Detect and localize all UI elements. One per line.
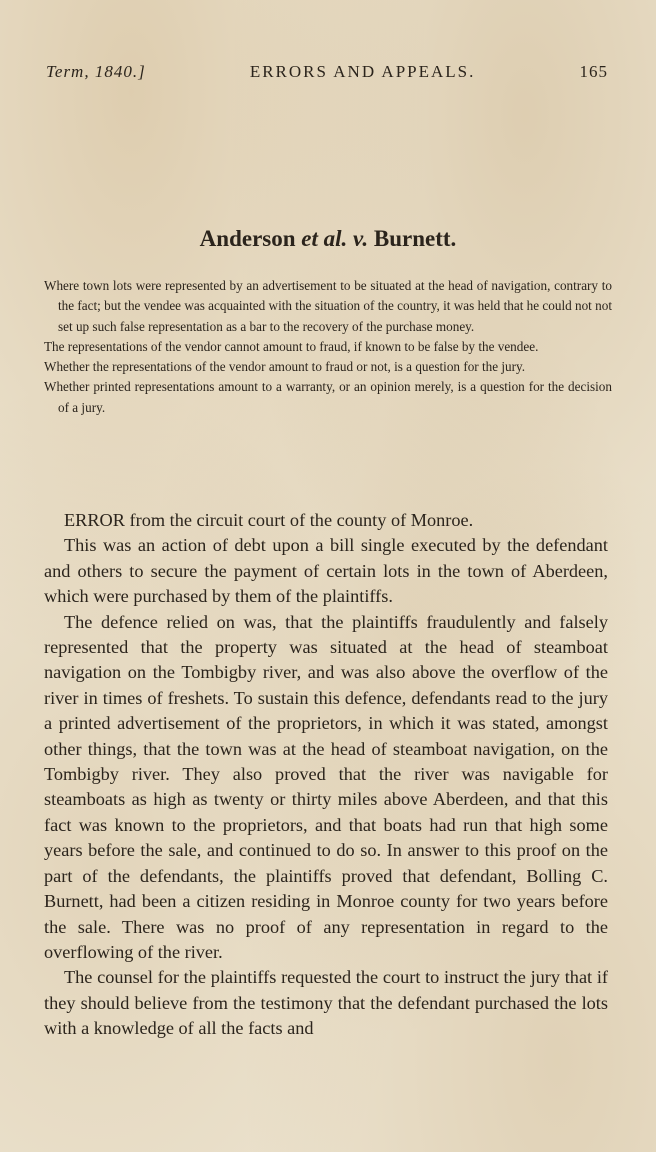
headnote: The representations of the vendor cannot amount to fraud, if known to be false by the vendee. — [44, 338, 539, 354]
opinion-body — [44, 508, 608, 1042]
body-paragraph: ERROR from the circuit court of the county of Monroe. — [64, 510, 474, 530]
headnote: Whether printed representations amount to a warranty, or an opinion merely, is a question for the decision of a jury. — [44, 379, 612, 415]
party-defendant: Burnett. — [373, 226, 457, 251]
headnote: Whether the representations of the vendor amount to fraud or not, is a question for the jury. — [44, 359, 526, 375]
body-paragraph: This was an action of debt upon a bill single executed by the defendant and others to secure the payment of certain lots in the town of Aberdeen, which were purchased by them of the plaintiffs. — [44, 535, 608, 607]
case-title — [0, 226, 656, 252]
header-title: ERRORS AND APPEALS. — [249, 62, 476, 81]
page-number: 165 — [579, 62, 608, 81]
et-al: et al. — [301, 226, 348, 251]
party-plaintiff: Anderson — [199, 226, 296, 251]
headnote: Where town lots were represented by an advertisement to be situated at the head of navigation, contrary to the fact; but the vendee was acquainted with the situation of the country, it was held that he could not not set up such false representation as a bar to the recovery of the purchase money. — [44, 278, 612, 334]
body-paragraph: The defence relied on was, that the plaintiffs fraudulently and falsely represented that the property was situated at the head of steamboat navigation on the Tombigby river, and was also above the overflow of the river in times of freshets. To sustain this defence, defendants read to the jury a printed advertisement of the proprietors, in which it was stated, amongst other things, that the town was at the head of steamboat navigation, on the Tombigby river. They also proved that the river was navigable for steamboats as high as twenty or thirty miles above Aberdeen, and that this fact was known to the proprietors, and that boats had run that high some years before the sale, and continued to do so. In answer to this proof on the part of the defendants, the plaintiffs proved that defendant, Bolling C. Burnett, had been a citizen residing in Monroe county for two years before the sale. There was no proof of any representation in regard to the overflowing of the river. — [44, 611, 608, 962]
running-header — [46, 62, 608, 82]
versus: v. — [353, 226, 369, 251]
body-paragraph: The counsel for the plaintiffs requested the court to instruct the jury that if they should believe from the testimony that the defendant purchased the lots with a knowledge of all the facts and — [44, 967, 608, 1039]
header-term: Term, 1840.] — [46, 62, 146, 81]
headnotes — [44, 276, 612, 418]
